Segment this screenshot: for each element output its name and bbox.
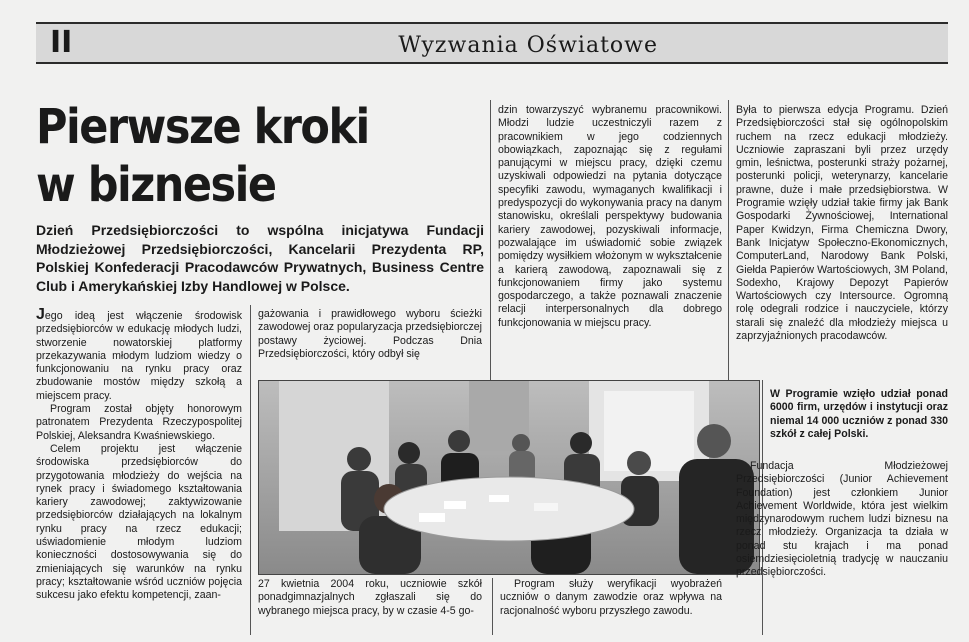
page-number: II xyxy=(50,25,73,60)
text-column-4-bottom xyxy=(736,460,948,610)
text-column-4-top xyxy=(736,104,948,378)
text-column-1 xyxy=(36,308,242,638)
section-title: Wyzwania Oświatowe xyxy=(398,33,658,58)
meeting-photo-illustration xyxy=(259,381,759,574)
paragraph xyxy=(36,308,242,403)
column-rule xyxy=(490,100,491,380)
text-column-2-top xyxy=(258,308,482,374)
drop-cap: J xyxy=(36,308,45,323)
column-rule xyxy=(250,305,251,635)
paragraph: Program został objęty honorowym patronatem Prezydenta Rzeczypospolitej Polskiej, Aleksandra Kwaśniewskiego. xyxy=(36,403,242,442)
paragraph-text: ego ideą jest włączenie środowisk przedsiębiorców w edukację młodych ludzi, stworzenie nowatorskiej platformy przekazywania młodym ludziom wiedzy o funkcjonowaniu na rynku pracy oraz zbudowanie mostów między szkołą a miejscem pracy. xyxy=(36,310,242,402)
paragraph: 27 kwietnia 2004 roku, uczniowie szkół ponadgimnazjalnych zgłaszali się do wybranego miejsca pracy, by w czasie 4-5 go- xyxy=(258,578,482,617)
column-rule xyxy=(492,578,493,635)
paragraph: Celem projektu jest włączenie środowiska przedsiębiorców do przygotowania młodzieży do wejścia na rynek pracy i świadomego kształtowania kariery zawodowej; zaktywizowanie przedsiębiorców działających na lokalnym rynku pracy na rzecz edukacji; uświadomienie młodym ludziom konieczności dostosowywania się do zmieniających się warunków na rynku pracy; kształtowanie wśród uczniów pojęcia sukcesu jako efektu kompetencji, zaan- xyxy=(36,442,242,602)
title-line: Pierwsze kroki xyxy=(36,99,369,156)
paragraph: Była to pierwsza edycja Programu. Dzień Przedsiębiorczości stał się ogólnopolskim ruchem na rzecz edukacji młodzieży. Uczniowie zapraszani byli przez urzędy gmin, leśnictwa, posterunki straży pożarnej, posterunki policji, weterynarzy, kancelarie prawne, duże i małe przedsiębiorstwa. W Programie wzięły udział takie firmy jak Bank Gospodarki Żywnościowej, International Paper Kwidzyn, Firma Chemiczna Dwory, Bank Inicjatyw Społeczno-Ekonomicznych, ComputerLand, Narodowy Bank Polski, Giełda Papierów Wartościowych, 3M Poland, Sodexho, Krajowy Depozyt Papierów Wartościowych czy Intersource. Ogromną rolę odegrali rodzice i nauczyciele, którzy starali się znaleźć dla młodzieży miejsca u zaprzyjaźnionych pracodawców. xyxy=(736,104,948,343)
paragraph: Fundacja Młodzieżowej Przedsiębiorczości (Junior Achievement Foundation) jest członkiem Junior Achievement Worldwide, która jest wielkim międzynarodowym ruchem ludzi biznesu na rzecz młodzieży. Organizacja ta działa w ponad stu krajach i ma ponad osiemdziesięcioletnią tradycję w nauczaniu przedsiębiorczości. xyxy=(736,460,948,579)
title-line: w biznesie xyxy=(36,157,276,214)
text-column-3-top xyxy=(498,104,722,376)
text-column-2-bottom xyxy=(258,578,482,638)
paragraph: dzin towarzyszyć wybranemu pracownikowi. Młodzi ludzie uczestniczyli razem z pracownikiem w jego codziennych obowiązkach, zapoznając się z regułami panującymi w miejscu pracy, dzięki czemu uzyskiwali odpowiedzi na pytania dotyczące specyfiki zawodu, wymaganych kwalifikacji i predyspozycji do wykonywania pracy na danym stanowisku, określali perspektywy budowania kariery zawodowej, pozyskiwali informacje, pozwalające im uświadomić sobie związek pomiędzy wysiłkiem włożonym w wykształcenie a karierą zawodową, zapoznawali się z funkcjonowaniem firmy jako systemu gospodarczego, a także poznawali znaczenie relacji interpersonalnych dla dobrego funkcjonowania w miejscu pracy. xyxy=(498,104,722,329)
meeting-photo xyxy=(258,380,760,575)
article-title xyxy=(36,98,476,214)
text-column-3-bottom xyxy=(500,578,722,638)
highlight-callout: W Programie wzięło udział ponad 6000 firm, urzędów i instytucji oraz niemal 14 000 uczniów z ponad 330 szkół z całej Polski. xyxy=(770,388,948,441)
paragraph: gażowania i prawidłowego wyboru ścieżki zawodowej oraz popularyzacja przedsiębiorczej postawy życiowej. Podczas Dnia Przedsiębiorczości, który odbył się xyxy=(258,308,482,360)
article-lead: Dzień Przedsiębiorczości to wspólna inicjatywa Fundacji Młodzieżowej Przedsiębiorczości, Kancelarii Prezydenta RP, Polskiej Konfederacji Pracodawców Prywatnych, Business Centre Club i Amerykańskiej Izby Handlowej w Polsce. xyxy=(36,222,484,294)
paragraph: Program służy weryfikacji wyobrażeń uczniów o danym zawodzie oraz wpływa na racjonalność wyboru przyszłego zawodu. xyxy=(500,578,722,617)
section-header-bar xyxy=(36,22,948,64)
column-rule xyxy=(728,100,729,380)
